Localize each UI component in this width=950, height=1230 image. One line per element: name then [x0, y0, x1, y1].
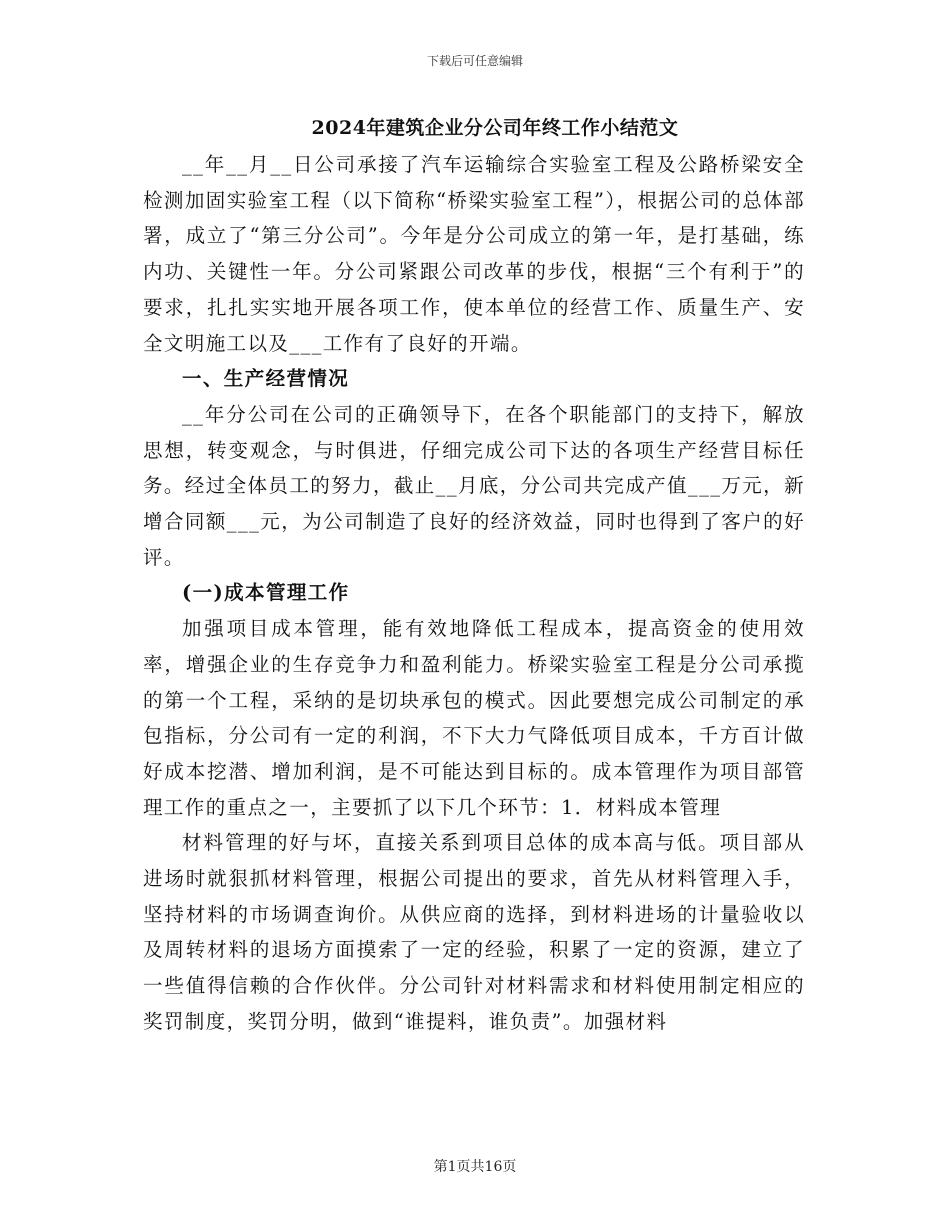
material-management-paragraph: 材料管理的好与坏，直接关系到项目总体的成本高与低。项目部从进场时就狠抓材料管理，根据公司提出的要求，首先从材料管理入手，坚持材料的市场调查询价。从供应商的选择，到材料进场的计量验收以及周转材料的退场方面摸索了一定的经验，积累了一定的资源，建立了一些值得信赖的合作伙伴。分公司针对材料需求和材料使用制定相应的奖罚制度，奖罚分明，做到“谁提料，谁负责”。加强材料	[143, 831, 805, 1033]
intro-paragraph: __年__月__日公司承接了汽车运输综合实验室工程及公路桥梁安全检测加固实验室工程（以下简称“桥梁实验室工程”），根据公司的总体部署，成立了“第三分公司”。今年是分公司成立的第一年，是打基础，练内功、关键性一年。分公司紧跟公司改革的步伐，根据“三个有利于”的要求，扎扎实实地开展各项工作，使本单位的经营工作、质量生产、安全文明施工以及___工作有了良好的开端。	[143, 153, 805, 355]
page-number-footer: 第1页共16页	[433, 1159, 517, 1175]
section-heading-production: 一、生产经营情况	[182, 367, 350, 391]
production-paragraph: __年分公司在公司的正确领导下，在各个职能部门的支持下，解放思想，转变观念，与时俱进，仔细完成公司下达的各项生产经营目标任务。经过全体员工的努力，截止__月底，分公司共完成产值___万元，新增合同额___元，为公司制造了良好的经济效益，同时也得到了客户的好评。	[143, 402, 805, 569]
subsection-heading-cost: (一)成本管理工作	[182, 581, 350, 605]
document-body	[143, 147, 805, 1040]
page-header-note: 下载后可任意编辑	[426, 54, 523, 68]
cost-management-paragraph: 加强项目成本管理，能有效地降低工程成本，提高资金的使用效率，增强企业的生存竞争力和盈利能力。桥梁实验室工程是分公司承揽的第一个工程，采纳的是切块承包的模式。因此要想完成公司制定的承包指标，分公司有一定的利润，不下大力气降低项目成本，千方百计做好成本挖潜、增加利润，是不可能达到目标的。成本管理作为项目部管理工作的重点之一，主要抓了以下几个环节：1．材料成本管理	[143, 617, 805, 819]
document-title: 2024年建筑企业分公司年终工作小结范文	[311, 117, 679, 139]
